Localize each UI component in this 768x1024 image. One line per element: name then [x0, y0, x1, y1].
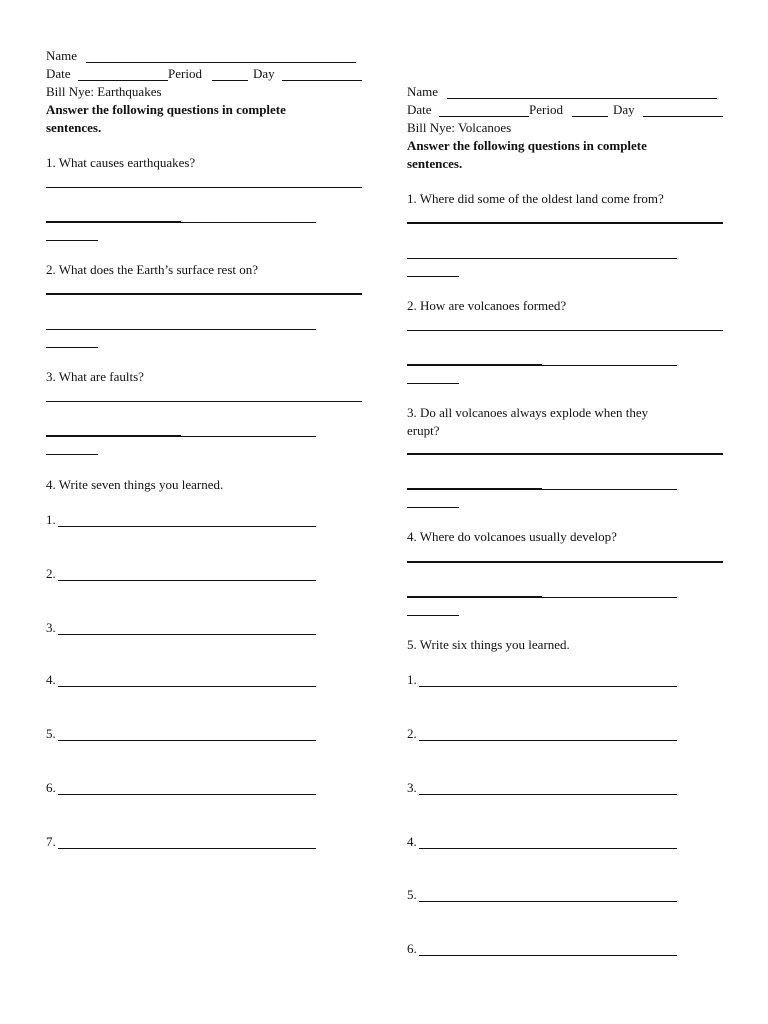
left-answer-line[interactable] [46, 347, 98, 348]
left-day-label: Day [253, 66, 275, 81]
left-answer-line[interactable] [46, 293, 362, 295]
right-question-5: 5. Write six things you learned. [407, 637, 570, 652]
right-question-3: 3. Do all volcanoes always explode when they [407, 405, 649, 420]
left-question-2: 2. What does the Earth’s surface rest on? [46, 262, 259, 277]
right-answer-line[interactable] [542, 365, 677, 366]
right-learned-number: 3. [407, 780, 417, 795]
right-answer-line[interactable] [407, 596, 542, 598]
left-answer-line[interactable] [46, 221, 181, 223]
right-learned-line[interactable] [419, 955, 677, 956]
right-name-field[interactable] [447, 98, 717, 99]
left-instructions-line2: sentences. [46, 120, 102, 135]
right-learned-number: 1. [407, 672, 417, 687]
left-answer-line[interactable] [181, 222, 316, 223]
right-instructions-line1: Answer the following questions in complete [407, 138, 647, 153]
left-question-1: 1. What causes earthquakes? [46, 155, 196, 170]
right-answer-line[interactable] [407, 561, 723, 563]
right-learned-line[interactable] [419, 848, 677, 849]
left-period-field[interactable] [212, 80, 248, 81]
left-name-label: Name [46, 48, 78, 63]
left-learned-number: 2. [46, 566, 56, 581]
left-learned-line[interactable] [58, 848, 316, 849]
right-answer-line[interactable] [542, 597, 677, 598]
right-date-field[interactable] [439, 116, 529, 117]
left-learned-number: 3. [46, 620, 56, 635]
left-learned-number: 5. [46, 726, 56, 741]
right-learned-number: 5. [407, 887, 417, 902]
left-learned-number: 1. [46, 512, 56, 527]
right-answer-line[interactable] [542, 489, 677, 490]
left-learned-line[interactable] [58, 794, 316, 795]
left-learned-number: 4. [46, 672, 56, 687]
left-date-label: Date [46, 66, 71, 81]
left-answer-line[interactable] [46, 454, 98, 455]
left-learned-number: 6. [46, 780, 56, 795]
right-answer-line[interactable] [407, 222, 723, 224]
left-name-field[interactable] [86, 62, 356, 63]
left-period-label: Period [168, 66, 202, 81]
right-question-3-continued: erupt? [407, 423, 440, 438]
right-learned-line[interactable] [419, 794, 677, 795]
left-answer-line[interactable] [46, 240, 98, 241]
right-learned-line[interactable] [419, 686, 677, 687]
left-learned-line[interactable] [58, 580, 316, 581]
right-answer-line[interactable] [407, 615, 459, 616]
left-instructions-line1: Answer the following questions in complete [46, 102, 286, 117]
left-answer-line[interactable] [46, 329, 316, 330]
right-answer-line[interactable] [407, 330, 723, 331]
left-learned-number: 7. [46, 834, 56, 849]
right-answer-line[interactable] [407, 383, 459, 384]
left-question-4: 4. Write seven things you learned. [46, 477, 224, 492]
right-answer-line[interactable] [407, 276, 459, 277]
right-worksheet-title: Bill Nye: Volcanoes [407, 120, 512, 135]
right-answer-line[interactable] [407, 453, 723, 455]
left-answer-line[interactable] [46, 401, 362, 402]
right-answer-line[interactable] [407, 488, 542, 490]
right-answer-line[interactable] [407, 364, 542, 366]
right-learned-number: 6. [407, 941, 417, 956]
left-learned-line[interactable] [58, 740, 316, 741]
right-answer-line[interactable] [407, 258, 677, 259]
right-learned-line[interactable] [419, 901, 677, 902]
right-learned-number: 4. [407, 834, 417, 849]
left-learned-line[interactable] [58, 686, 316, 687]
right-date-label: Date [407, 102, 432, 117]
left-day-field[interactable] [282, 80, 362, 81]
right-question-4: 4. Where do volcanoes usually develop? [407, 529, 617, 544]
left-date-field[interactable] [78, 80, 168, 81]
left-learned-line[interactable] [58, 526, 316, 527]
right-day-label: Day [613, 102, 635, 117]
left-question-3: 3. What are faults? [46, 369, 144, 384]
right-learned-number: 2. [407, 726, 417, 741]
left-answer-line[interactable] [46, 435, 181, 437]
left-learned-line[interactable] [58, 634, 316, 635]
right-day-field[interactable] [643, 116, 723, 117]
left-worksheet-title: Bill Nye: Earthquakes [46, 84, 162, 99]
right-period-label: Period [529, 102, 563, 117]
right-question-2: 2. How are volcanoes formed? [407, 298, 567, 313]
right-period-field[interactable] [572, 116, 608, 117]
left-answer-line[interactable] [181, 436, 316, 437]
right-learned-line[interactable] [419, 740, 677, 741]
right-question-1: 1. Where did some of the oldest land come from? [407, 191, 664, 206]
right-instructions-line2: sentences. [407, 156, 463, 171]
right-name-label: Name [407, 84, 439, 99]
right-answer-line[interactable] [407, 507, 459, 508]
left-answer-line[interactable] [46, 187, 362, 188]
